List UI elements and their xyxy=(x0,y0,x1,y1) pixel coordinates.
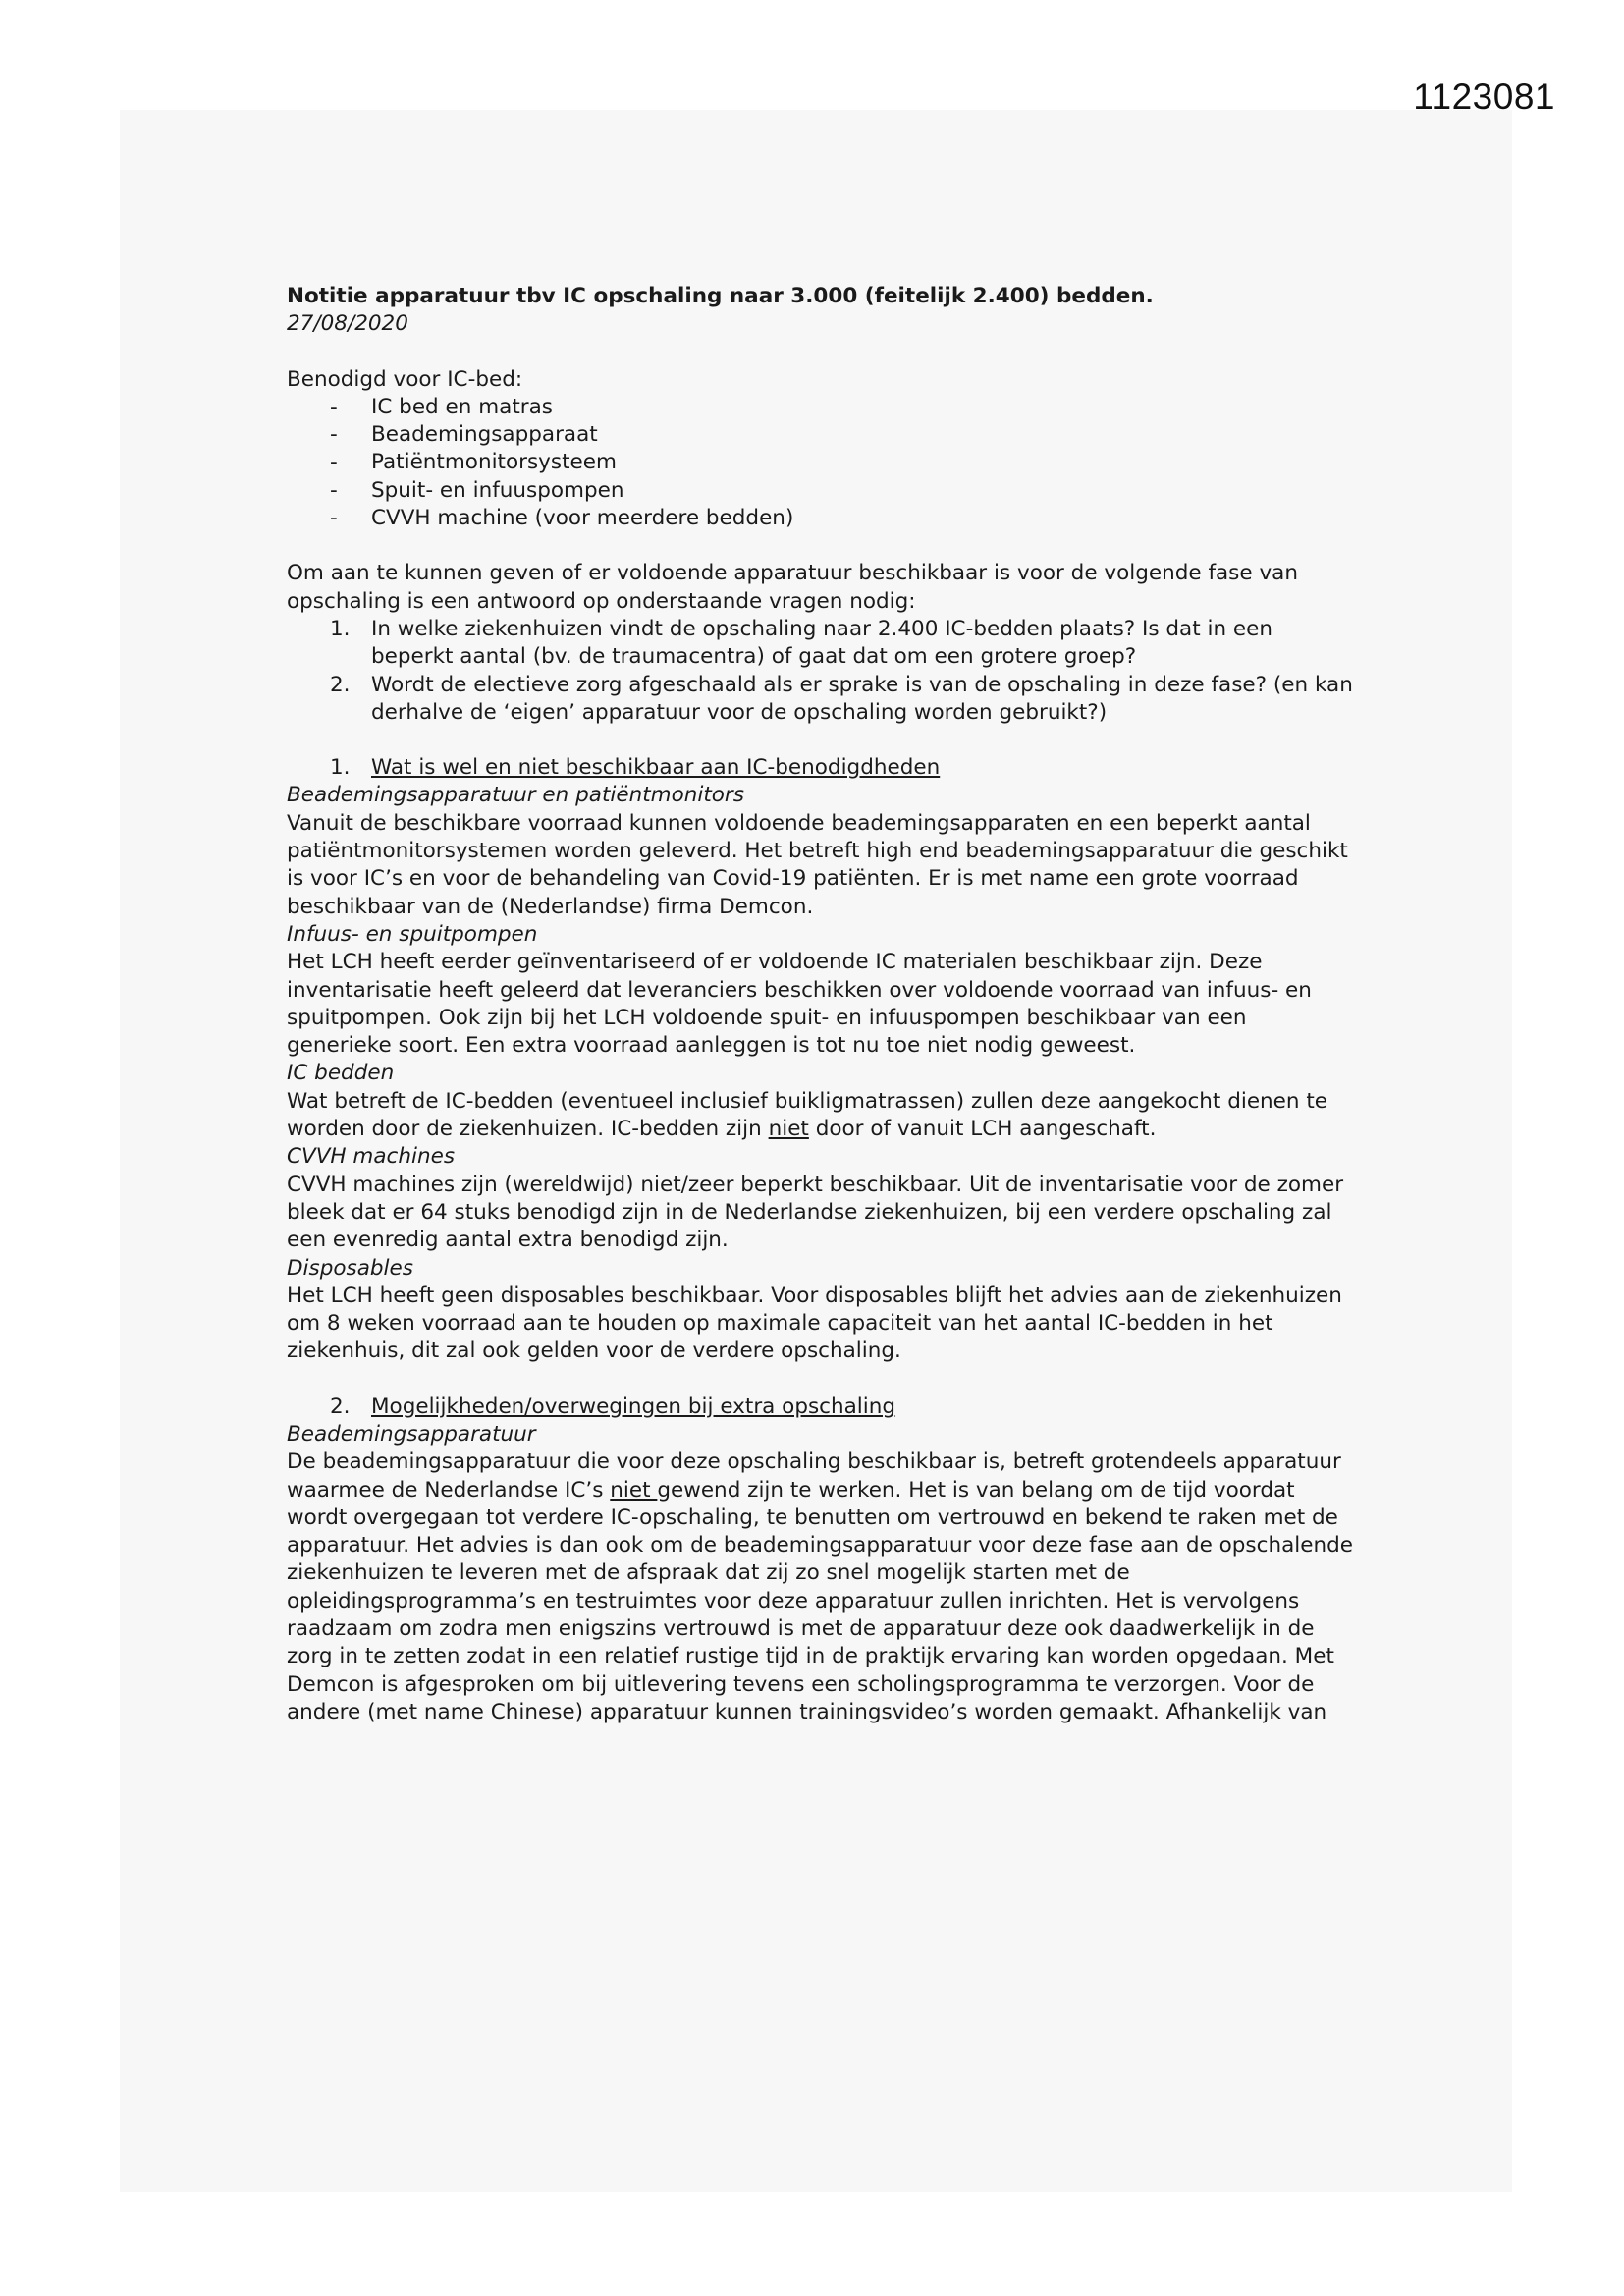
list-item: - IC bed en matras xyxy=(287,394,1357,421)
list-item: - Patiëntmonitorsysteem xyxy=(287,449,1357,476)
document-number: 1123081 xyxy=(1413,77,1555,117)
document-title: Notitie apparatuur tbv IC opschaling naar 3.000 (feitelijk 2.400) bedden. xyxy=(287,284,1154,308)
dash-marker: - xyxy=(330,477,338,503)
list-item: - Beademingsapparaat xyxy=(287,421,1357,449)
section-2-heading: 2. Mogelijkheden/overwegingen bij extra opschaling xyxy=(330,1394,896,1419)
block-text: Het LCH heeft geen disposables beschikbaar. Voor disposables blijft het advies aan de ziekenhuizen om 8 weken voorraad aan te houden op maximale capaciteit van het aantal IC-bedden in het ziekenhuis, dit zal ook gelden voor de verdere opschaling. xyxy=(287,1283,1342,1364)
document-body xyxy=(287,283,1357,1726)
dash-marker: - xyxy=(330,506,338,531)
dash-marker: - xyxy=(330,394,338,419)
list-item: - CVVH machine (voor meerdere bedden) xyxy=(287,505,1357,532)
question-list xyxy=(287,616,1357,727)
block-heading: Beademingsapparatuur xyxy=(287,1421,536,1447)
question-intro: Om aan te kunnen geven of er voldoende apparatuur beschikbaar is voor de volgende fase van opschaling is een antwoord op onderstaande vragen nodig: xyxy=(287,561,1298,614)
list-item: 2. Wordt de electieve zorg afgeschaald als er sprake is van de opschaling in deze fase? (en kan derhalve de ‘eigen’ apparatuur voor de opschaling worden gebruikt?) xyxy=(330,672,1353,725)
block-text: Wat betreft de IC-bedden (eventueel inclusief buikligmatrassen) zullen deze aangekocht dienen te worden door de ziekenhuizen. IC-bedden zijn niet door of vanuit LCH aangeschaft. xyxy=(287,1088,1328,1142)
needed-list xyxy=(287,394,1357,532)
block-text: Het LCH heeft eerder geïnventariseerd of er voldoende IC materialen beschikbaar zijn. Deze inventarisatie heeft geleerd dat leveranciers beschikken over voldoende voorraad van infuus- en spuitpompen. Ook zijn bij het LCH voldoende spuit- en infuuspompen beschikbaar van een generieke soort. Een extra voorraad aanleggen is tot nu toe niet nodig geweest. xyxy=(287,950,1312,1059)
block-text: CVVH machines zijn (wereldwijd) niet/zeer beperkt beschikbaar. Uit de inventarisatie voor de zomer bleek dat er 64 stuks benodigd zijn in de Nederlandse ziekenhuizen, bij een verdere opschaling zal een evenredig aantal extra benodigd zijn. xyxy=(287,1172,1344,1253)
section-1-heading: 1. Wat is wel en niet beschikbaar aan IC-benodigdheden xyxy=(330,755,941,781)
dash-marker: - xyxy=(330,450,338,475)
list-item: - Spuit- en infuuspompen xyxy=(287,477,1357,505)
block-heading: IC bedden xyxy=(287,1061,395,1086)
dash-marker: - xyxy=(330,422,338,448)
block-heading: Beademingsapparatuur en patiëntmonitors xyxy=(287,783,744,808)
block-heading: Infuus- en spuitpompen xyxy=(287,921,538,947)
needed-intro: Benodigd voor IC-bed: xyxy=(287,366,523,392)
block-heading: CVVH machines xyxy=(287,1144,456,1170)
list-item: 1. In welke ziekenhuizen vindt de opschaling naar 2.400 IC-bedden plaats? Is dat in een beperkt aantal (bv. de traumacentra) of gaat dat om een grotere groep? xyxy=(330,616,1273,670)
block-text: Vanuit de beschikbare voorraad kunnen voldoende beademingsapparaten en een beperkt aantal patiëntmonitorsystemen worden geleverd. Het betreft high end beademingsapparatuur die geschikt is voor IC’s en voor de behandeling van Covid-19 patiënten. Er is met name een grote voorraad beschikbaar van de (Nederlandse) firma Demcon. xyxy=(287,810,1348,919)
document-date: 27/08/2020 xyxy=(287,311,408,337)
block-text: De beademingsapparatuur die voor deze opschaling beschikbaar is, betreft grotendeels apparatuur waarmee de Nederlandse IC’s niet gewend zijn te werken. Het is van belang om de tijd voordat wordt overgegaan tot verdere IC-opschaling, te benutten om vertrouwd en bekend te raken met de apparatuur. Het advies is dan ook om de beademingsapparatuur voor deze fase aan de opschalende ziekenhuizen te leveren met de afspraak dat zij zo snel mogelijk starten met de opleidingsprogramma’s en testruimtes voor deze apparatuur zullen inrichten. Het is vervolgens raadzaam om zodra men enigszins vertrouwd is met de apparatuur deze ook daadwerkelijk in de zorg in te zetten zodat in een relatief rustige tijd in de praktijk ervaring kan worden opgedaan. Met Demcon is afgesproken om bij uitlevering tevens een scholingsprogramma te verzorgen. Voor de andere (met name Chinese) apparatuur kunnen trainingsvideo’s worden gemaakt. Afhankelijk van xyxy=(287,1449,1353,1724)
block-heading: Disposables xyxy=(287,1255,413,1281)
